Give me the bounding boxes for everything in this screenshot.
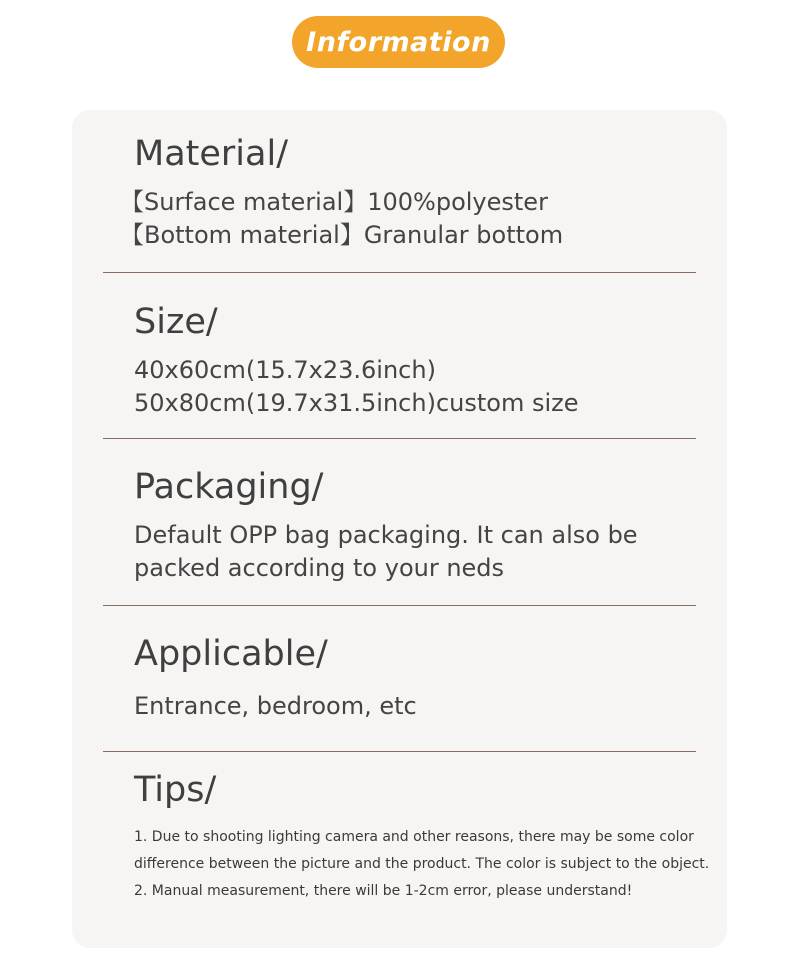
applicable-heading: Applicable/: [134, 634, 328, 674]
material-section: [120, 134, 714, 252]
size-option-text: 40x60cm(15.7x23.6inch): [134, 356, 436, 384]
divider: [103, 751, 696, 752]
packaging-text: Default OPP bag packaging. It can also be: [134, 521, 638, 549]
tip-text: difference between the picture and the product. The color is subject to the object.: [134, 856, 710, 872]
surface-material-text: 【Surface material】100%polyester: [120, 188, 548, 216]
divider: [103, 438, 696, 439]
packaging-section: [134, 467, 714, 585]
tips-section: [134, 770, 714, 905]
packaging-heading: Packaging/: [134, 467, 324, 507]
information-card: [72, 110, 727, 948]
bottom-material-text: 【Bottom material】Granular bottom: [120, 221, 564, 249]
size-section: [134, 302, 714, 420]
tip-text: 1. Due to shooting lighting camera and other reasons, there may be some color: [134, 829, 694, 845]
applicable-section: [134, 634, 714, 723]
divider: [103, 605, 696, 606]
tips-heading: Tips/: [134, 770, 217, 810]
size-heading: Size/: [134, 302, 218, 342]
packaging-text: packed according to your neds: [134, 554, 505, 582]
tip-text: 2. Manual measurement, there will be 1-2cm error, please understand!: [134, 883, 633, 899]
size-option-text: 50x80cm(19.7x31.5inch)custom size: [134, 389, 579, 417]
information-badge: Information: [292, 16, 505, 68]
material-heading: Material/: [134, 134, 288, 174]
applicable-text: Entrance, bedroom, etc: [134, 692, 417, 720]
divider: [103, 272, 696, 273]
